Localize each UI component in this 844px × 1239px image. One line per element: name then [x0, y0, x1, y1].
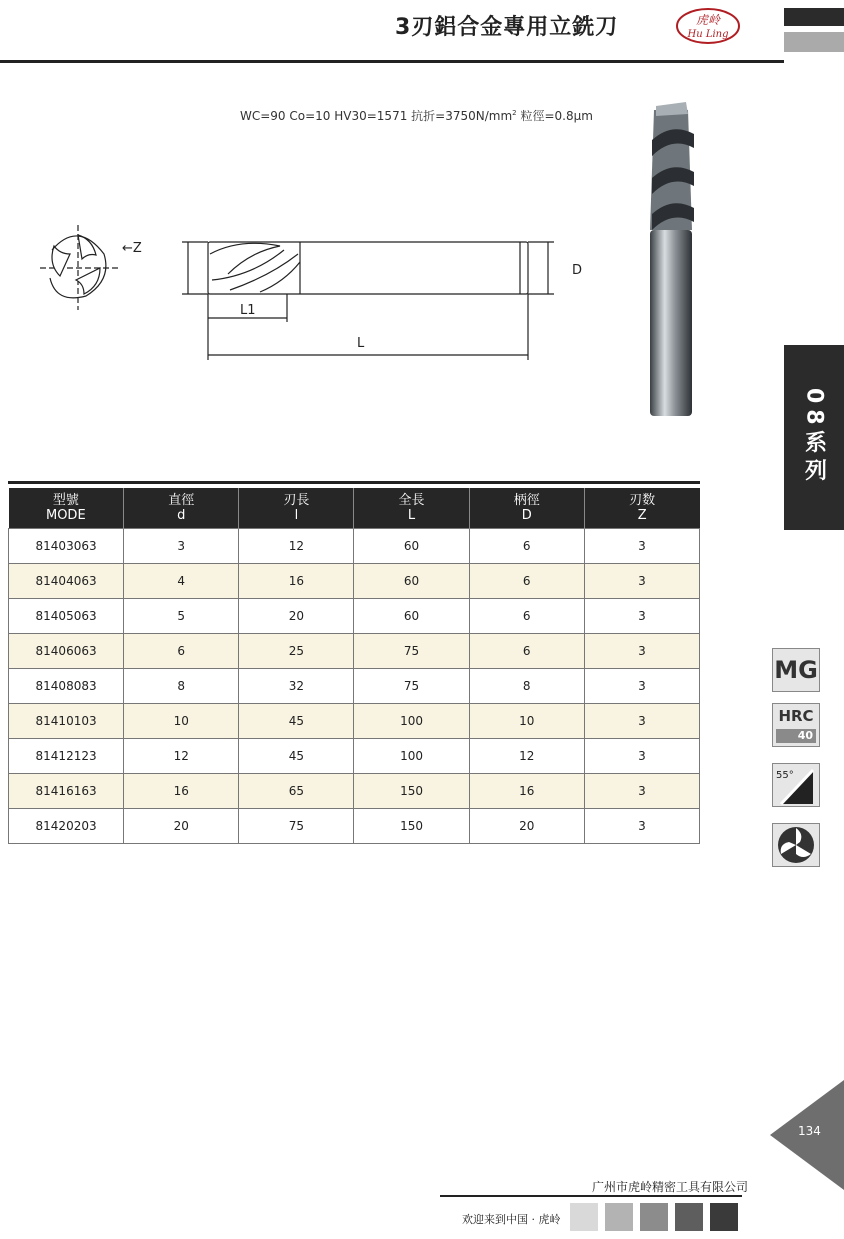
company-name: 广州市虎岭精密工具有限公司 [592, 1180, 749, 1194]
header-shank-diameter: 柄徑 D [469, 488, 584, 529]
table-header-row [9, 488, 700, 529]
spec-table [8, 488, 700, 844]
material-specs [240, 107, 593, 124]
technical-drawing [30, 210, 590, 370]
hrc-icon [772, 703, 820, 747]
logo-text-cn: 虎岭 [695, 13, 721, 27]
end-mill-photo [630, 100, 710, 420]
header-rule [0, 60, 784, 63]
z-label: ←Z [122, 241, 142, 256]
helix-angle-label: 55° [776, 770, 794, 781]
series-tab: 08系列 [784, 345, 844, 530]
mg-icon: MG [772, 648, 820, 692]
table-row: 81405063 5 20 60 6 3 [9, 599, 700, 634]
table-row: 81416163 16 65 150 16 3 [9, 774, 700, 809]
specs-text: WC=90 Co=10 HV30=1571 抗折=3750N/mm [240, 109, 513, 123]
color-swatch [675, 1203, 703, 1231]
header-overall-length: 全長 L [354, 488, 469, 529]
table-row: 81406063 6 25 75 6 3 [9, 634, 700, 669]
hrc-label: HRC [778, 707, 814, 725]
hrc-value: 40 [776, 729, 816, 743]
table-row: 81404063 4 16 60 6 3 [9, 564, 700, 599]
header-model: 型號 MODE [9, 488, 124, 529]
page-number: 134 [798, 1124, 821, 1138]
color-swatch [570, 1203, 598, 1231]
logo-text-en: Hu Ling [687, 29, 729, 40]
color-swatch [710, 1203, 738, 1231]
d-label: D [572, 263, 583, 278]
brand-logo [675, 6, 741, 46]
header-diameter: 直徑 d [124, 488, 239, 529]
l-label: L [357, 336, 365, 351]
specs-text-tail: 粒徑=0.8μm [516, 109, 593, 123]
table-row: 81403063 3 12 60 6 3 [9, 529, 700, 564]
page-title: 3刃鋁合金專用立銑刀 [395, 15, 619, 40]
three-flute-icon [772, 823, 820, 867]
table-row: 81412123 12 45 100 12 3 [9, 739, 700, 774]
tool-side-view [182, 242, 554, 360]
end-view-icon [40, 225, 120, 310]
header-tab-light [784, 32, 844, 52]
helix-angle-icon [772, 763, 820, 807]
footer-rule [440, 1195, 742, 1197]
header-tab-dark [784, 8, 844, 26]
header-flute-length: 刃長 l [239, 488, 354, 529]
welcome-text: 欢迎来到中国 · 虎岭 [462, 1213, 561, 1226]
header-flutes: 刃数 Z [584, 488, 699, 529]
specs-superscript: 2 [512, 109, 517, 117]
color-swatch [605, 1203, 633, 1231]
l1-label: L1 [240, 303, 256, 318]
table-row: 81410103 10 45 100 10 3 [9, 704, 700, 739]
color-swatch [640, 1203, 668, 1231]
table-row: 81420203 20 75 150 20 3 [9, 809, 700, 844]
table-top-rule [8, 481, 700, 484]
table-row: 81408083 8 32 75 8 3 [9, 669, 700, 704]
